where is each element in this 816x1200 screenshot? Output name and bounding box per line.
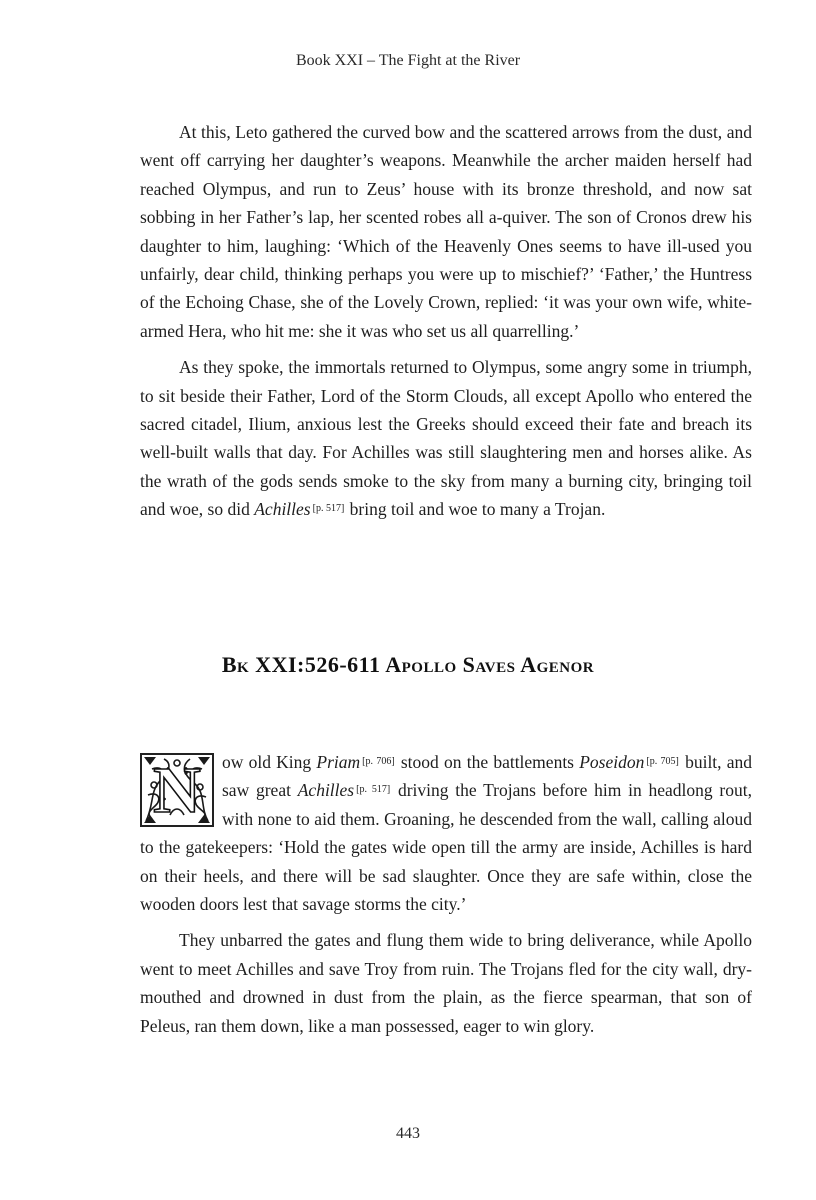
- decorative-dropcap: [140, 753, 214, 827]
- page-reference[interactable]: [p. 706]: [362, 756, 395, 767]
- paragraph: At this, Leto gathered the curved bow and the scattered arrows from the dust, and went off carrying her daughter’s weapons. Meanwhile the archer maiden herself had reached Olympus, and run to Zeus’ house with its bronze threshold, and now sat sobbing in her Father’s lap, her scented robes all a-quiver. The son of Cronos drew his daughter to him, laughing: ‘Which of the Heavenly Ones seems to have ill-used you unfairly, dear child, thinking perhaps you were up to mischief?’ ‘Father,’ the Huntress of the Echoing Chase, she of the Lovely Crown, replied: ‘it was your own wife, white-armed Hera, who hit me: she it was who set us all quarrelling.’: [140, 122, 752, 341]
- page-reference[interactable]: [p. 517]: [312, 503, 345, 515]
- paragraph-text: ow old King: [222, 752, 312, 772]
- running-head: Book XXI – The Fight at the River: [295, 52, 521, 69]
- paragraph-text: bring toil and woe to many a Trojan.: [349, 499, 606, 520]
- paragraph: [140, 748, 752, 918]
- paragraph: [140, 353, 752, 523]
- name-link[interactable]: Poseidon: [579, 752, 645, 772]
- paragraph-text: stood on the battlements: [400, 752, 574, 772]
- dropcap-letter: N: [153, 754, 201, 827]
- page-number: 443: [396, 1125, 420, 1142]
- paragraph-text: As they spoke, the immortals returned to Olympus, some angry some in triumph, to sit beside their Father, Lord of the Storm Clouds, all except Apollo who entered the sacred citadel, Ilium, anxious lest the Greeks should exceed their fate and breach its well-built walls that day. For Achilles was still slaughtering men and horses alike. As the wrath of the gods sends smoke to the sky from many a burning city, bringing toil and woe, so did: [140, 357, 752, 520]
- page-reference[interactable]: [p. 705]: [646, 756, 679, 767]
- top-text-block: [140, 118, 752, 532]
- paragraph: They unbarred the gates and flung them wide to bring deliverance, while Apollo went to meet Achilles and save Troy from ruin. The Trojans fled for the city wall, dry-mouthed and drowned in dust from the plain, as the fierce spearman, that son of Peleus, ran them down, like a man possessed, eager to win glory.: [140, 930, 752, 1036]
- paragraph-text: built, and saw great: [222, 752, 753, 801]
- name-link[interactable]: Priam: [316, 752, 361, 772]
- bottom-text-block: [140, 748, 752, 1048]
- name-link[interactable]: Achilles: [254, 499, 311, 520]
- section-heading: Bk XXI:526-611 Apollo Saves Agenor: [221, 652, 595, 677]
- paragraph-text: driving the Trojans before him in headlong rout, with none to aid them. Groaning, he descended from the wall, calling aloud to the gatekeepers: ‘Hold the gates wide open till the army are inside, Achilles is hard on their heels, and there will be sad slaughter. Once they are safe within, close the wooden doors lest that savage storms the city.’: [140, 780, 752, 915]
- page-reference[interactable]: [p. 517]: [356, 784, 391, 796]
- name-link[interactable]: Achilles: [297, 780, 355, 801]
